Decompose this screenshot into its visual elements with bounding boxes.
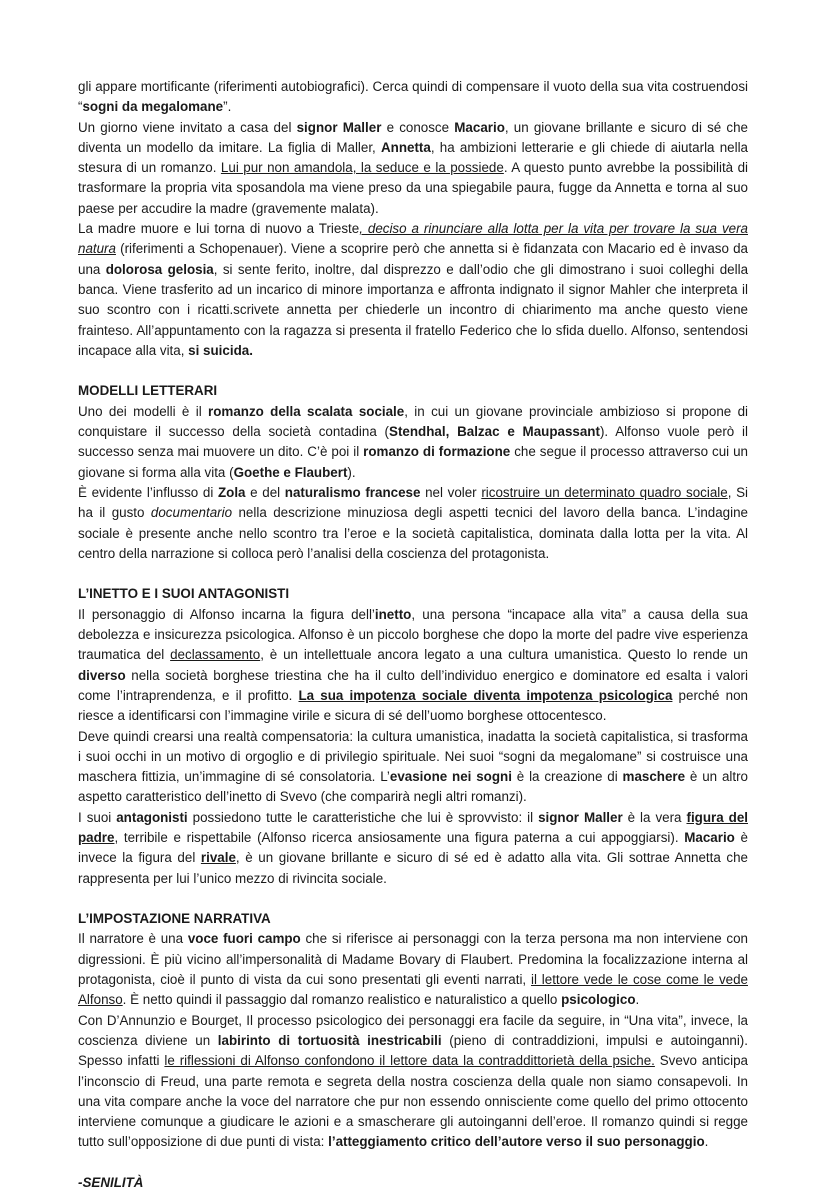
paragraph [78, 808, 748, 889]
paragraph [78, 483, 748, 564]
emphasis-text: voce fuori campo [187, 931, 301, 947]
text-run: . È netto quindi il passaggio dal romanzo realistico e naturalistico a quello [122, 992, 562, 1008]
text-run: (pieno di contraddizioni, impulsi e autoinganni). Spesso infatti [78, 1032, 748, 1069]
emphasis-text: antagonisti [116, 809, 188, 825]
emphasis-text: Macario [454, 119, 505, 135]
text-run: ). Alfonso vuole però il successo senza mai muovere un dito. C’è poi il [78, 424, 748, 460]
emphasis-text: signor Maller [538, 809, 623, 825]
text-run: Deve quindi crearsi una realtà compensatoria: la cultura umanistica, inadatta la società capitalistica, si trasforma i suoi occhi in un motivo di orgoglio e di privilegio spirituale. Nei suoi “sogni da megalomane” si costruisce una maschera fittizia, un’immagine di sé consolatoria. L’ [78, 728, 748, 785]
text-run: , un giovane brillante e sicuro di sé che diventa un modello da imitare. La figlia di Maller, [78, 119, 749, 155]
text-run: e conosce [381, 119, 455, 135]
paragraph [78, 402, 748, 483]
underlined-text: , deciso a rinunciare alla lotta per la vita per trovare la sua vera natura [78, 221, 748, 257]
text-run: , in cui un giovane provinciale ambizioso si propone di conquistare il successo della società contadina ( [78, 403, 748, 440]
underlined-text: Lui pur non amandola, la seduce e la possiede [220, 160, 504, 176]
text-run: , ha ambizioni letterarie e gli chiede di aiutarla nella stesura di un romanzo. [78, 139, 748, 176]
text-run: nel voler [420, 484, 482, 500]
text-run: , è un intellettuale ancora legato a una cultura umanistica. Questo lo rende un [260, 647, 749, 663]
text-run: perché non riesce a identificarsi con l’immagine virile e sicura di sé dell’uomo borghese ottocentesco. [78, 687, 748, 724]
emphasis-text: Annetta [381, 139, 431, 155]
emphasis-text: naturalismo francese [284, 484, 421, 500]
paragraph [78, 118, 748, 219]
emphasis-text: Stendhal, Balzac e Maupassant [389, 424, 600, 440]
paragraph [78, 727, 748, 808]
emphasis-text: evasione nei sogni [389, 769, 512, 785]
text-run: , terribile e rispettabile (Alfonso ricerca ansiosamente una figura paterna a cui appoggiarsi). [114, 829, 685, 845]
underlined-text: le riflessioni di Alfonso confondono il lettore data la contraddittorietà della psiche. [164, 1053, 655, 1069]
text-run: gli appare mortificante (riferimenti autobiografici). Cerca quindi di compensare il vuoto della sua vita costruendosi “ [78, 79, 748, 115]
paragraph [78, 219, 748, 361]
text-run: , una persona “incapace alla vita” a causa della sua debolezza e insicurezza psicologica. Alfonso è un piccolo borghese che dopo la morte del padre vive esperienza traumatica del [78, 606, 748, 663]
section-impostazione-narrativa [78, 909, 748, 1153]
text-run: e del [245, 484, 285, 500]
text-run: . A questo punto avrebbe la possibilità di trasformare la propria vita sposandola ma viene preso da una spiegabile paura, fugge da Annetta e torna al suo paese per accudire la madre (gravemente malata). [78, 160, 749, 216]
text-run: Un giorno viene invitato a casa del [78, 119, 297, 135]
underlined-text: ricostruire un determinato quadro sociale [481, 484, 728, 500]
emphasis-text: labirinto di tortuosità inestricabili [217, 1032, 442, 1048]
paragraph [78, 929, 748, 1010]
text-run: La madre muore e lui torna di nuovo a Trieste [78, 221, 360, 237]
emphasis-text: romanzo di formazione [363, 444, 511, 460]
emphasis-text: romanzo della scalata sociale [208, 403, 405, 419]
text-run: . [635, 992, 640, 1008]
emphasis-text: psicologico [561, 992, 636, 1008]
text-run: ”. [223, 99, 232, 115]
section-modelli-letterari [78, 381, 748, 564]
underlined-text: declassamento [170, 647, 261, 663]
underlined-text: documentario [150, 505, 233, 521]
emphasis-text: inetto [374, 606, 412, 622]
emphasis-text: dolorosa gelosia [105, 261, 214, 277]
text-run: è la creazione di [511, 769, 623, 785]
section-heading: MODELLI LETTERARI [78, 383, 218, 399]
paragraph [78, 605, 748, 727]
text-run: Svevo anticipa l’inconscio di Freud, una parte remota e segreta della nostra coscienza della quale non siamo consapevoli. In una vita compare anche la voce del narratore che pur non essendo onnisciente come quello del primo ottocento interviene comunque a giudicare le azioni e a smascherare gli autoinganni dell’eroe. Il romanzo quindi si regge tutto sull’opposizione di due punti di vista: [78, 1053, 748, 1150]
section-heading: L’IMPOSTAZIONE NARRATIVA [78, 911, 271, 927]
text-run: , è un giovane brillante e sicuro di sé ed è adatto alla vita. Gli sottrae Annetta che rappresenta per lui l’unico mezzo di rivincita sociale. [78, 850, 748, 886]
text-run: nella società borghese triestina che ha il culto dell’individuo energico e dominatore ed esalta i valori come l’intraprendenza, e il profitto. [78, 667, 748, 703]
paragraph [78, 1011, 748, 1153]
text-run: , Si ha il gusto [78, 484, 748, 521]
text-run: I suoi [78, 809, 117, 825]
emphasis-text: Macario [684, 829, 735, 845]
emphasis-text: l’atteggiamento critico dell’autore verso il suo personaggio [328, 1134, 705, 1150]
section-heading: L’INETTO E I SUOI ANTAGONISTI [78, 586, 290, 602]
text-run: È evidente l’influsso di [78, 484, 218, 500]
text-run: che si riferisce ai personaggi con la terza persona ma non interviene con digressioni. È più vicino all’impersonalità di Madame Bovary di Flaubert. Predomina la focalizzazione interna al protagonista, cioè il punto di vista da cui sono presentati gli eventi narrati, [78, 931, 749, 988]
text-run: che segue il processo attraverso cui un giovane si forma alla vita ( [78, 444, 749, 480]
emphasis-text: Goethe e Flaubert [233, 464, 348, 480]
paragraph [78, 77, 748, 118]
text-run: Il personaggio di Alfonso incarna la figura dell’ [78, 606, 375, 622]
text-run: è invece la figura del [78, 829, 748, 866]
section-inetto-antagonisti [78, 584, 748, 888]
emphasis-text: Zola [217, 484, 246, 500]
emphasis-text: figura del padre [78, 809, 748, 845]
text-run: , si sente ferito, inoltre, dal disprezzo e dall’odio che gli dimostrano i suoi colleghi della banca. Viene trasferito ad un incarico di minore importanza e affronta indignato il signor Mahler che interpreta il suo scontro con i ricatti.scrivete annetta per chiederle un incontro di chiarimento ma anche questo viene frainteso. All’appuntamento con la ragazza si presenta il fratello Federico che lo sfida duello. Alfonso, sentendosi incapace alla vita, [78, 261, 749, 358]
text-run: nella descrizione minuziosa degli aspetti tecnici del lavoro della banca. L’indagine sociale è presente anche nello scontro tra l’eroe e la società capitalistica, dominata dalla lotta per la vita. Al centro della narrazione si colloca però l’analisi della coscienza del protagonista. [78, 505, 748, 561]
text-run: (riferimenti a Schopenauer). Viene a scoprire però che annetta si è fidanzata con Macario ed è invaso da una [78, 241, 748, 277]
emphasis-text: rivale [200, 850, 236, 866]
text-run: Il narratore è una [78, 931, 188, 947]
emphasis-text: signor Maller [296, 119, 382, 135]
intro-section [78, 77, 748, 361]
text-run: è la vera [622, 809, 687, 825]
text-run: possiedono tutte le caratteristiche che lui è sprovvisto: il [187, 809, 539, 825]
text-run: Con D’Annunzio e Bourget, Il processo psicologico dei personaggi era facile da seguire, in “Una vita”, invece, la coscienza diviene un [78, 1012, 748, 1048]
emphasis-text: La sua impotenza sociale diventa impotenza psicologica [298, 687, 673, 703]
emphasis-text: sogni da megalomane [82, 99, 224, 115]
text-run: Uno dei modelli è il [78, 403, 209, 419]
text-run: è un altro aspetto caratteristico dell’inetto di Svevo (che comparirà negli altri romanzi). [78, 769, 748, 805]
underlined-text: il lettore vede le cose come le vede Alfonso [78, 972, 748, 1008]
emphasis-text: diverso [78, 667, 126, 683]
text-run: . [704, 1134, 709, 1150]
next-section-title: -SENILITÀ [78, 1175, 144, 1191]
text-run: ). [347, 464, 356, 480]
emphasis-text: si suicida. [188, 342, 253, 358]
emphasis-text: maschere [622, 769, 686, 785]
